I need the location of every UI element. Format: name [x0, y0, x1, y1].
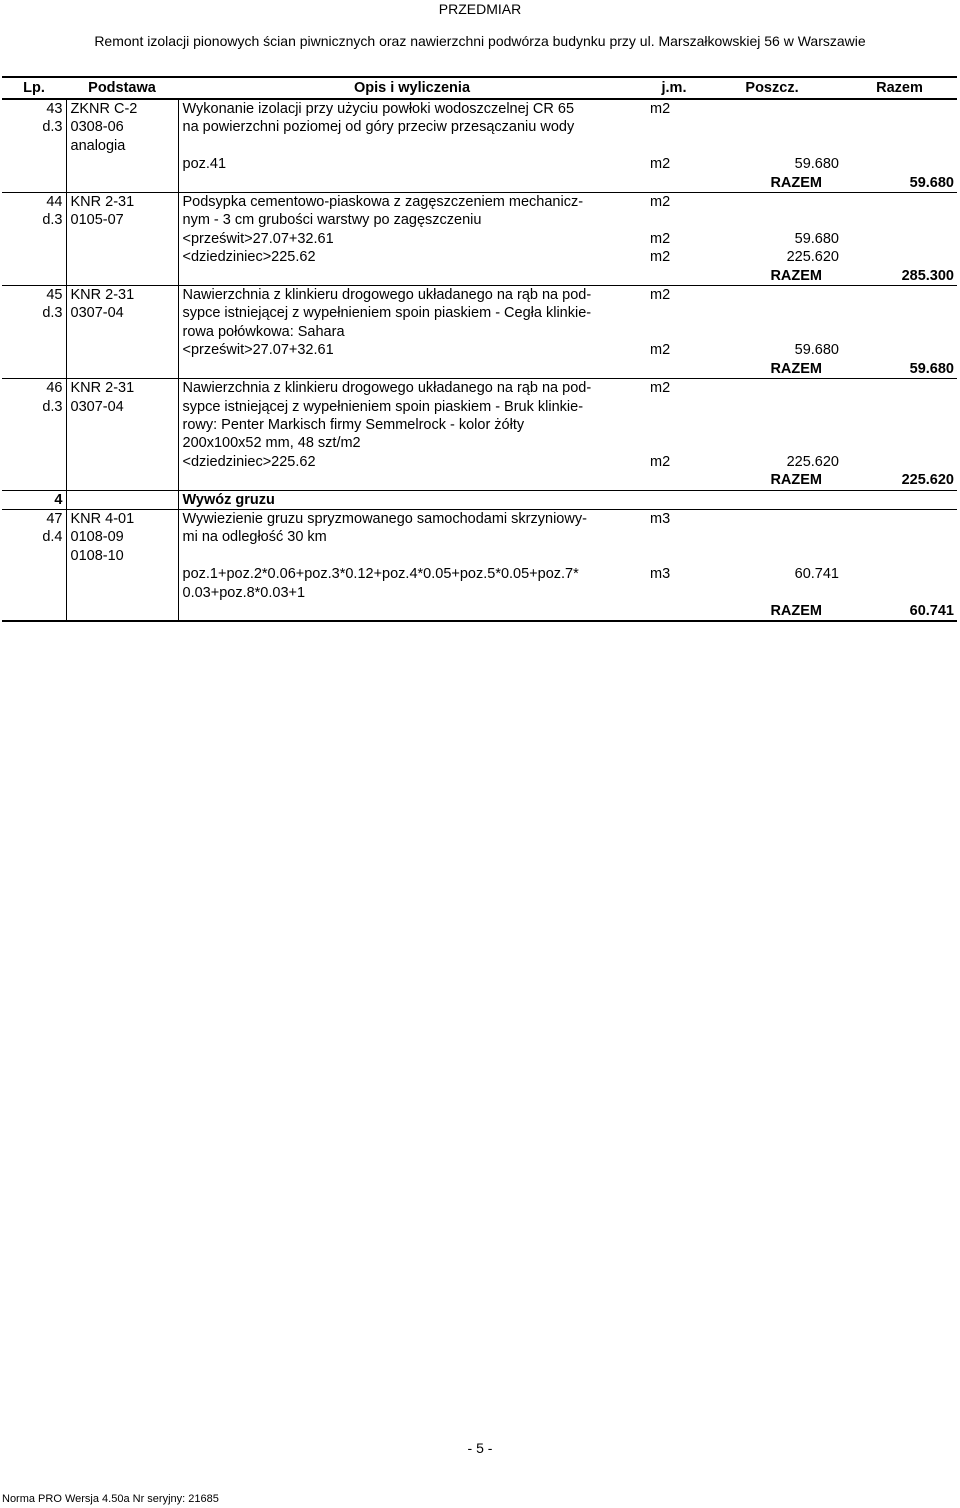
item-lp-sub: d.3 — [2, 398, 66, 416]
item-description: Wykonanie izolacji przy użyciu powłoki wodoszczelnej CR 65 — [182, 101, 575, 117]
table-row — [2, 155, 957, 173]
col-header-podstawa: Podstawa — [66, 77, 178, 99]
calc-expression: <prześwit>27.07+32.61 — [182, 342, 334, 359]
calc-value: 225.620 — [786, 453, 839, 470]
software-footer: Norma PRO Wersja 4.50a Nr seryjny: 21685 — [2, 1493, 219, 1505]
item-description: sypce istniejącej z wypełnieniem spoin piaskiem - Bruk klinkie- — [182, 398, 584, 415]
calc-value: 59.680 — [794, 342, 839, 359]
item-podstawa: KNR 2-31 — [66, 379, 178, 398]
table-row — [2, 341, 957, 359]
item-podstawa: ZKNR C-2 — [66, 99, 178, 118]
item-lp-sub: d.3 — [2, 211, 66, 229]
table-row — [2, 360, 957, 379]
item-podstawa: 0108-09 — [66, 528, 178, 546]
item-description: Podsypka cementowo-piaskowa z zagęszczeniem mechanicz- — [182, 194, 584, 211]
item-unit: m3 — [650, 510, 671, 527]
item-podstawa: 0307-04 — [66, 398, 178, 416]
razem-value: 285.300 — [842, 267, 957, 286]
col-header-razem: Razem — [842, 77, 957, 99]
item-description: Nawierzchnia z klinkieru drogowego układanego na rąb na pod- — [182, 287, 592, 304]
table-header-row — [2, 77, 957, 99]
calc-unit: m2 — [650, 156, 671, 173]
razem-label: RAZEM — [702, 360, 842, 379]
calc-value: 59.680 — [794, 230, 839, 247]
item-podstawa: KNR 4-01 — [66, 509, 178, 528]
calc-unit: m2 — [650, 249, 671, 266]
calc-unit: m2 — [650, 230, 671, 247]
table-row — [2, 453, 957, 471]
table-row — [2, 304, 957, 322]
item-description: Wywiezienie gruzu spryzmowanego samochodami skrzyniowy- — [182, 510, 587, 527]
item-lp-sub: d.3 — [2, 118, 66, 136]
item-lp: 47 — [2, 509, 66, 528]
table-row — [2, 267, 957, 286]
table-row — [2, 509, 957, 528]
calc-unit: m3 — [650, 566, 671, 583]
item-description: nym - 3 cm grubości warstwy po zagęszczeniu — [182, 212, 482, 229]
item-description: na powierzchni poziomej od góry przeciw przesączaniu wody — [182, 119, 575, 136]
document-subtitle: Remont izolacji pionowych ścian piwnicznych oraz nawierzchni podwórza budynku przy ul. Marszałkowskiej 56 w Warszawie — [94, 33, 866, 49]
table-row — [2, 99, 957, 118]
razem-value: 225.620 — [842, 471, 957, 490]
col-header-lp: Lp. — [2, 77, 66, 99]
table-row — [2, 211, 957, 229]
table-row — [2, 137, 957, 155]
item-podstawa: KNR 2-31 — [66, 193, 178, 212]
razem-value: 59.680 — [842, 360, 957, 379]
table-row — [2, 547, 957, 565]
calc-expression: poz.41 — [182, 156, 227, 173]
item-podstawa: 0308-06 — [66, 118, 178, 136]
calc-expression: 0.03+poz.8*0.03+1 — [182, 584, 306, 601]
section-row — [2, 490, 957, 509]
item-lp: 46 — [2, 379, 66, 398]
table-row — [2, 193, 957, 212]
estimate-table — [2, 76, 957, 622]
table-row — [2, 248, 957, 266]
item-unit: m2 — [650, 101, 671, 117]
table-row — [2, 398, 957, 416]
item-description: sypce istniejącej z wypełnieniem spoin piaskiem - Cegła klinkie- — [182, 305, 592, 322]
item-unit: m2 — [650, 380, 671, 397]
table-row — [2, 416, 957, 434]
razem-label: RAZEM — [702, 267, 842, 286]
item-unit: m2 — [650, 287, 671, 304]
item-unit: m2 — [650, 194, 671, 211]
col-header-jm: j.m. — [646, 77, 702, 99]
razem-label: RAZEM — [702, 602, 842, 621]
table-row — [2, 174, 957, 193]
table-row — [2, 230, 957, 248]
table-row — [2, 584, 957, 602]
razem-value: 59.680 — [842, 174, 957, 193]
razem-label: RAZEM — [702, 174, 842, 193]
item-podstawa: 0108-10 — [66, 547, 178, 565]
calc-value: 59.680 — [794, 156, 839, 173]
section-number: 4 — [2, 490, 66, 509]
calc-expression: <dziedziniec>225.62 — [182, 249, 316, 266]
item-description: rowa połówkowa: Sahara — [182, 323, 345, 340]
table-row — [2, 379, 957, 398]
item-podstawa: 0105-07 — [66, 211, 178, 229]
razem-value: 60.741 — [842, 602, 957, 621]
item-description: Nawierzchnia z klinkieru drogowego układanego na rąb na pod- — [182, 380, 592, 397]
calc-expression: <dziedziniec>225.62 — [182, 453, 316, 470]
item-podstawa: analogia — [66, 137, 178, 155]
item-description: mi na odległość 30 km — [182, 529, 327, 546]
table-row — [2, 286, 957, 305]
calc-value: 225.620 — [786, 249, 839, 266]
table-row — [2, 323, 957, 341]
table-row — [2, 528, 957, 546]
calc-expression: poz.1+poz.2*0.06+poz.3*0.12+poz.4*0.05+poz.5*0.05+poz.7* — [182, 566, 579, 583]
calc-value: 60.741 — [794, 566, 839, 583]
calc-unit: m2 — [650, 342, 671, 359]
document-title: PRZEDMIAR — [438, 1, 522, 17]
col-header-opis: Opis i wyliczenia — [178, 77, 646, 99]
razem-label: RAZEM — [702, 471, 842, 490]
table-row — [2, 434, 957, 452]
item-lp: 44 — [2, 193, 66, 212]
item-podstawa: 0307-04 — [66, 304, 178, 322]
table-row — [2, 565, 957, 583]
item-lp: 45 — [2, 286, 66, 305]
item-lp: 43 — [2, 99, 66, 118]
item-lp-sub: d.4 — [2, 528, 66, 546]
table-row — [2, 602, 957, 621]
table-row — [2, 471, 957, 490]
page-number: - 5 - — [467, 1440, 493, 1456]
section-title: Wywóz gruzu — [178, 490, 646, 509]
item-description: 200x100x52 mm, 48 szt/m2 — [182, 435, 361, 452]
calc-expression: <prześwit>27.07+32.61 — [182, 230, 334, 247]
item-lp-sub: d.3 — [2, 304, 66, 322]
col-header-poszcz: Poszcz. — [702, 77, 842, 99]
table-row — [2, 118, 957, 136]
item-description: rowy: Penter Markisch firmy Semmelrock - kolor żółty — [182, 416, 525, 433]
calc-unit: m2 — [650, 453, 671, 470]
item-podstawa: KNR 2-31 — [66, 286, 178, 305]
